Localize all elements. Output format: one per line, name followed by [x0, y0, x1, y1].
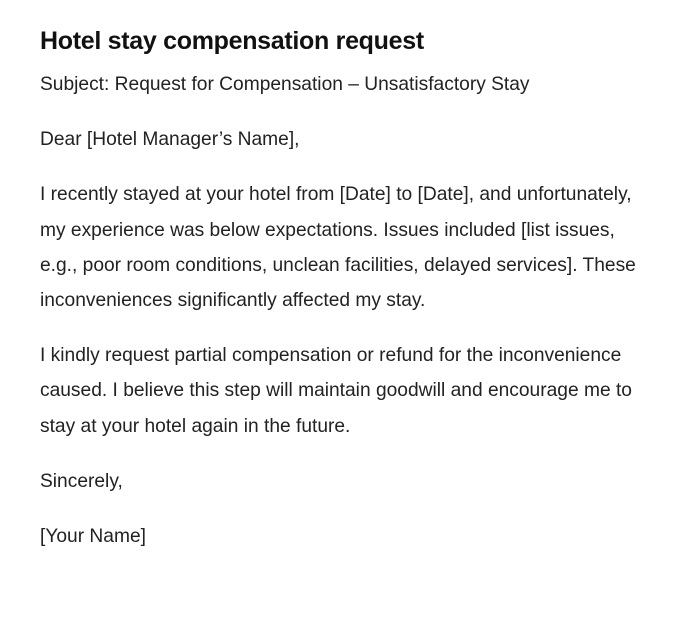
body-paragraph-1: I recently stayed at your hotel from [Date] to [Date], and unfortunately, my experience was below expectations. Issues included [list issues, e.g., poor room conditions, unclean facilities, delayed services]. These inconveniences significantly affected my stay.	[40, 184, 636, 312]
signature-placeholder: [Your Name]	[40, 526, 146, 548]
greeting: Dear [Hotel Manager’s Name],	[40, 129, 300, 151]
body-paragraph-2: I kindly request partial compensation or refund for the inconvenience caused. I believe this step will maintain goodwill and encourage me to stay at your hotel again in the future.	[40, 345, 632, 437]
document-title: Hotel stay compensation request	[40, 27, 424, 55]
letter-document	[40, 24, 650, 574]
closing-line: Sincerely,	[40, 470, 123, 492]
subject-line: Subject: Request for Compensation – Unsatisfactory Stay	[40, 74, 530, 95]
